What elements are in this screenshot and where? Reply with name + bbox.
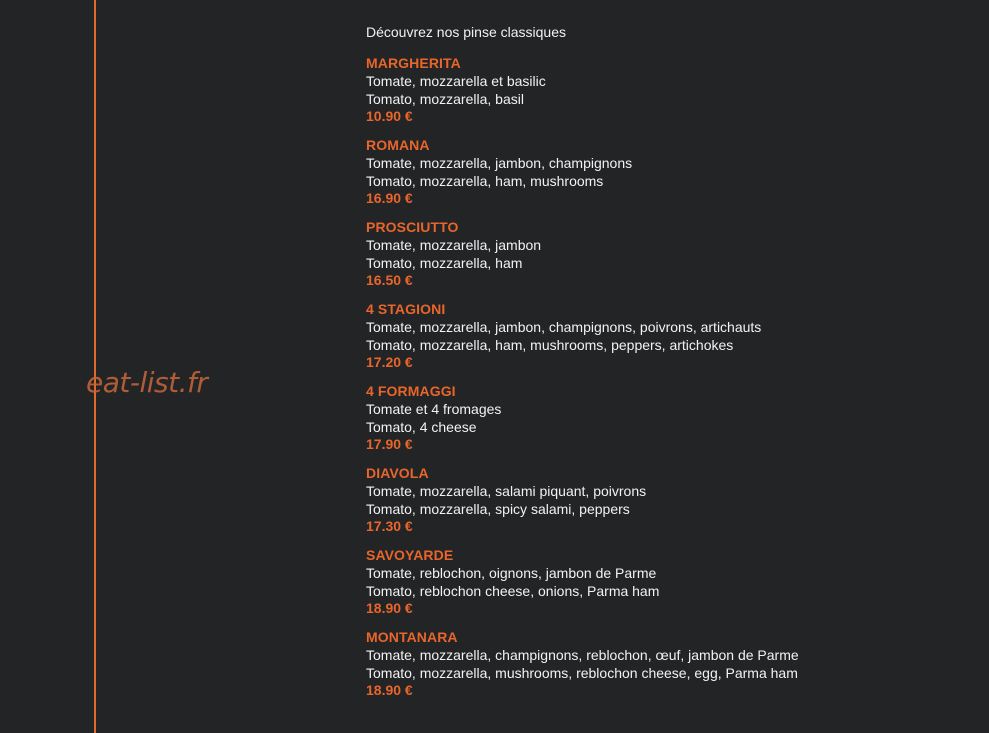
menu-section (366, 23, 966, 711)
item-description-en: Tomato, mozzarella, ham, mushrooms, peppers, artichokes (366, 337, 734, 353)
item-description-en: Tomato, mozzarella, spicy salami, peppers (366, 501, 630, 517)
item-description-fr: Tomate, mozzarella, jambon (366, 237, 542, 253)
item-price: 16.90 € (366, 190, 413, 206)
item-description-en: Tomato, mozzarella, mushrooms, reblochon cheese, egg, Parma ham (366, 665, 798, 681)
watermark: eat-list.fr (86, 366, 208, 399)
item-name: DIAVOLA (366, 465, 429, 481)
item-description-fr: Tomate, mozzarella, champignons, reblochon, œuf, jambon de Parme (366, 647, 799, 663)
item-name: MARGHERITA (366, 55, 461, 71)
item-price: 10.90 € (366, 108, 413, 124)
item-description-en: Tomato, mozzarella, ham (366, 255, 523, 271)
item-description-fr: Tomate, mozzarella et basilic (366, 73, 546, 89)
menu-intro: Découvrez nos pinse classiques (366, 24, 566, 40)
item-name: 4 STAGIONI (366, 301, 446, 317)
item-price: 17.20 € (366, 354, 413, 370)
item-name: ROMANA (366, 137, 430, 153)
menu-item (366, 465, 966, 535)
menu-item (366, 383, 966, 453)
item-name: MONTANARA (366, 629, 458, 645)
item-description-en: Tomato, 4 cheese (366, 419, 477, 435)
menu-item (366, 219, 966, 289)
item-description-fr: Tomate, mozzarella, jambon, champignons, poivrons, artichauts (366, 319, 762, 335)
item-price: 18.90 € (366, 682, 413, 698)
item-description-fr: Tomate, mozzarella, jambon, champignons (366, 155, 633, 171)
item-description-fr: Tomate et 4 fromages (366, 401, 502, 417)
menu-item (366, 629, 966, 699)
menu-item (366, 137, 966, 207)
item-price: 18.90 € (366, 600, 413, 616)
item-name: PROSCIUTTO (366, 219, 459, 235)
item-description-fr: Tomate, mozzarella, salami piquant, poivrons (366, 483, 647, 499)
item-price: 16.50 € (366, 272, 413, 288)
item-price: 17.30 € (366, 518, 413, 534)
menu-item (366, 301, 966, 371)
menu-item (366, 547, 966, 617)
item-description-en: Tomato, mozzarella, ham, mushrooms (366, 173, 604, 189)
item-price: 17.90 € (366, 436, 413, 452)
item-description-en: Tomato, mozzarella, basil (366, 91, 524, 107)
item-name: SAVOYARDE (366, 547, 454, 563)
item-description-en: Tomato, reblochon cheese, onions, Parma ham (366, 583, 660, 599)
menu-item (366, 55, 966, 125)
item-name: 4 FORMAGGI (366, 383, 456, 399)
item-description-fr: Tomate, reblochon, oignons, jambon de Parme (366, 565, 657, 581)
